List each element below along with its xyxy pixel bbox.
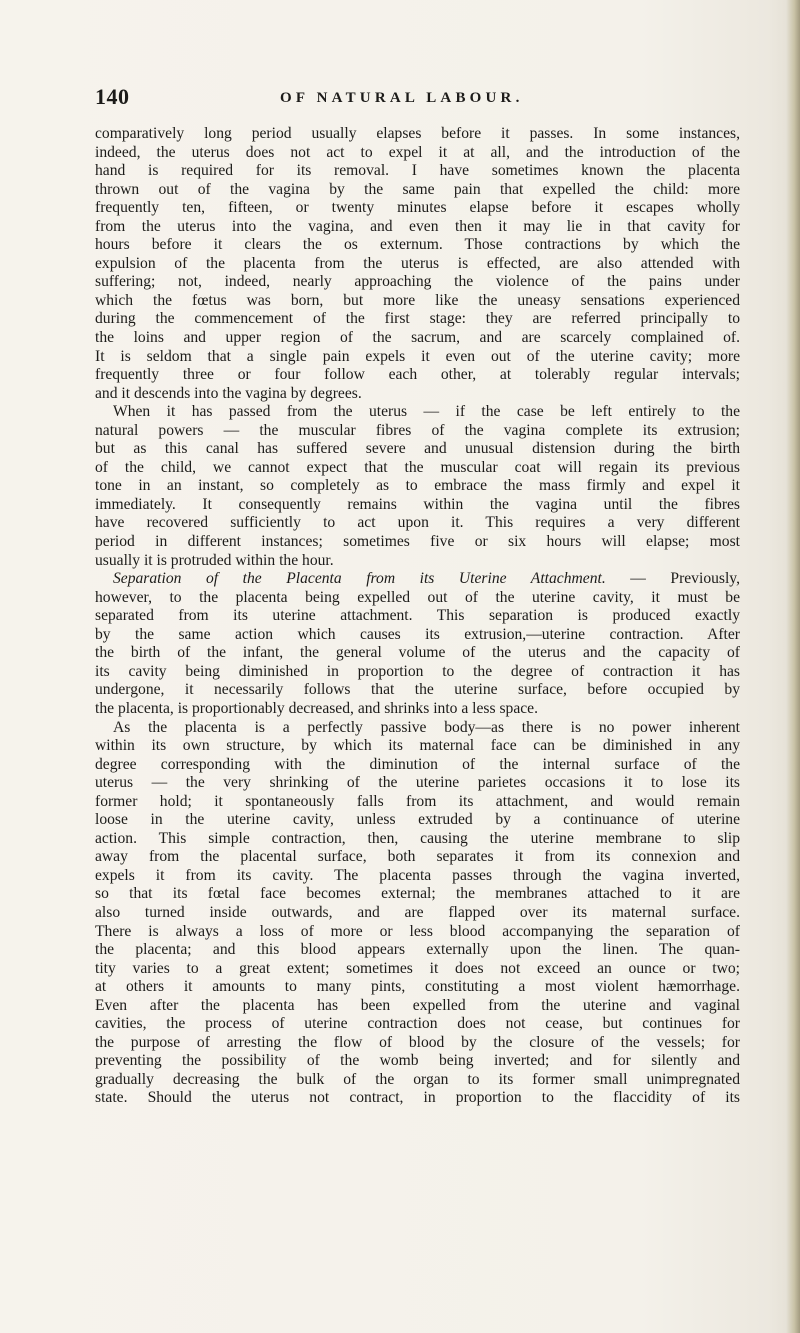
text-line: tone in an instant, so completely as to embrace the mass firmly and expel it <box>95 477 740 495</box>
text-line: suffering; not, indeed, nearly approaching the violence of the pains under <box>95 273 740 291</box>
text-line: uterus — the very shrinking of the uterine parietes occasions it to lose its <box>95 774 740 792</box>
text-line: by the same action which causes its extrusion,—uterine contraction. After <box>95 625 740 643</box>
text-line: so that its fœtal face becomes external; the membranes attached to it are <box>95 885 740 903</box>
text-line: There is always a loss of more or less blood accompanying the separation of <box>95 922 740 940</box>
text-line: preventing the possibility of the womb being inverted; and for silently and <box>95 1052 740 1070</box>
text-line: hours before it clears the os externum. Those contractions by which the <box>95 236 740 254</box>
text-line: Even after the placenta has been expelled from the uterine and vaginal <box>95 996 740 1014</box>
text-line: the placenta; and this blood appears externally upon the linen. The quan- <box>95 941 740 959</box>
text-line: the loins and upper region of the sacrum, and are scarcely complained of. <box>95 329 740 347</box>
text-line: loose in the uterine cavity, unless extruded by a continuance of uterine <box>95 811 740 829</box>
text-line: expels it from its cavity. The placenta passes through the vagina inverted, <box>95 866 740 884</box>
text-line: away from the placental surface, both separates it from its connexion and <box>95 848 740 866</box>
text-line: immediately. It consequently remains within the vagina until the fibres <box>95 495 740 513</box>
page-number: 140 <box>95 84 130 109</box>
text-line: state. Should the uterus not contract, in proportion to the flaccidity of its <box>95 1089 740 1107</box>
text-line: but as this canal has suffered severe and unusual distension during the birth <box>95 440 740 458</box>
text-line: natural powers — the muscular fibres of the vagina complete its extrusion; <box>95 421 740 439</box>
text-line: the placenta, is proportionably decreased, and shrinks into a less space. <box>95 699 538 717</box>
text-line: comparatively long period usually elapses before it passes. In some instances, <box>95 125 740 142</box>
text-line: during the commencement of the first stage: they are referred principally to <box>95 310 740 328</box>
text-line: cavities, the process of uterine contraction does not cease, but continues for <box>95 1015 740 1033</box>
text-line: degree corresponding with the diminution of the internal surface of the <box>95 755 740 773</box>
text-line: usually it is protruded within the hour. <box>95 551 334 569</box>
section-heading-line <box>95 570 740 589</box>
body-text <box>95 125 740 1108</box>
text-line: It is seldom that a single pain expels it even out of the uterine cavity; more <box>95 347 740 365</box>
text-line: tity varies to a great extent; sometimes it does not exceed an ounce or two; <box>95 959 740 977</box>
text-line: also turned inside outwards, and are flapped over its maternal surface. <box>95 903 740 921</box>
text-line: hand is required for its removal. I have sometimes known the placenta <box>95 162 740 180</box>
text-line: from the uterus into the vagina, and even then it may lie in that cavity for <box>95 217 740 235</box>
text-line: indeed, the uterus does not act to expel it at all, and the introduction of the <box>95 143 740 161</box>
text-line: action. This simple contraction, then, causing the uterine membrane to slip <box>95 829 740 847</box>
text-line: separated from its uterine attachment. This separation is produced exactly <box>95 607 740 625</box>
page-header <box>95 84 735 114</box>
text-line: frequently ten, fifteen, or twenty minutes elapse before it escapes wholly <box>95 199 740 217</box>
section-heading-rest: — Previously, <box>605 570 740 588</box>
section-heading: Separation of the Placenta from its Uterine Attachment. <box>113 570 606 588</box>
text-line: frequently three or four follow each other, at tolerably regular intervals; <box>95 366 740 384</box>
running-head: OF NATURAL LABOUR. <box>280 90 524 106</box>
text-line: thrown out of the vagina by the same pain that expelled the child: more <box>95 180 740 198</box>
text-line: undergone, it necessarily follows that the uterine surface, before occupied by <box>95 681 740 699</box>
text-line: and it descends into the vagina by degrees. <box>95 384 362 402</box>
text-line: the birth of the infant, the general volume of the uterus and the capacity of <box>95 644 740 662</box>
text-line: expulsion of the placenta from the uterus is effected, are also attended with <box>95 254 740 272</box>
text-line: gradually decreasing the bulk of the organ to its former small unimpregnated <box>95 1070 740 1088</box>
text-line: at others it amounts to many pints, constituting a most violent hæmorrhage. <box>95 978 740 996</box>
text-line: however, to the placenta being expelled out of the uterine cavity, it must be <box>95 588 740 606</box>
text-line: have recovered sufficiently to act upon it. This requires a very different <box>95 514 740 532</box>
text-line: As the placenta is a perfectly passive body—as there is no power inherent <box>113 718 740 736</box>
text-line: which the fœtus was born, but more like the uneasy sensations experienced <box>95 291 740 309</box>
text-line: of the child, we cannot expect that the muscular coat will regain its previous <box>95 458 740 476</box>
text-line: period in different instances; sometimes five or six hours will elapse; most <box>95 533 740 551</box>
text-line: its cavity being diminished in proportion to the degree of contraction it has <box>95 662 740 680</box>
page-edge-shadow <box>786 0 800 1333</box>
text-line: the purpose of arresting the flow of blood by the closure of the vessels; for <box>95 1033 740 1051</box>
text-line: within its own structure, by which its maternal face can be diminished in any <box>95 737 740 755</box>
text-line: former hold; it spontaneously falls from its attachment, and would remain <box>95 792 740 810</box>
text-line: When it has passed from the uterus — if the case be left entirely to the <box>113 403 740 421</box>
